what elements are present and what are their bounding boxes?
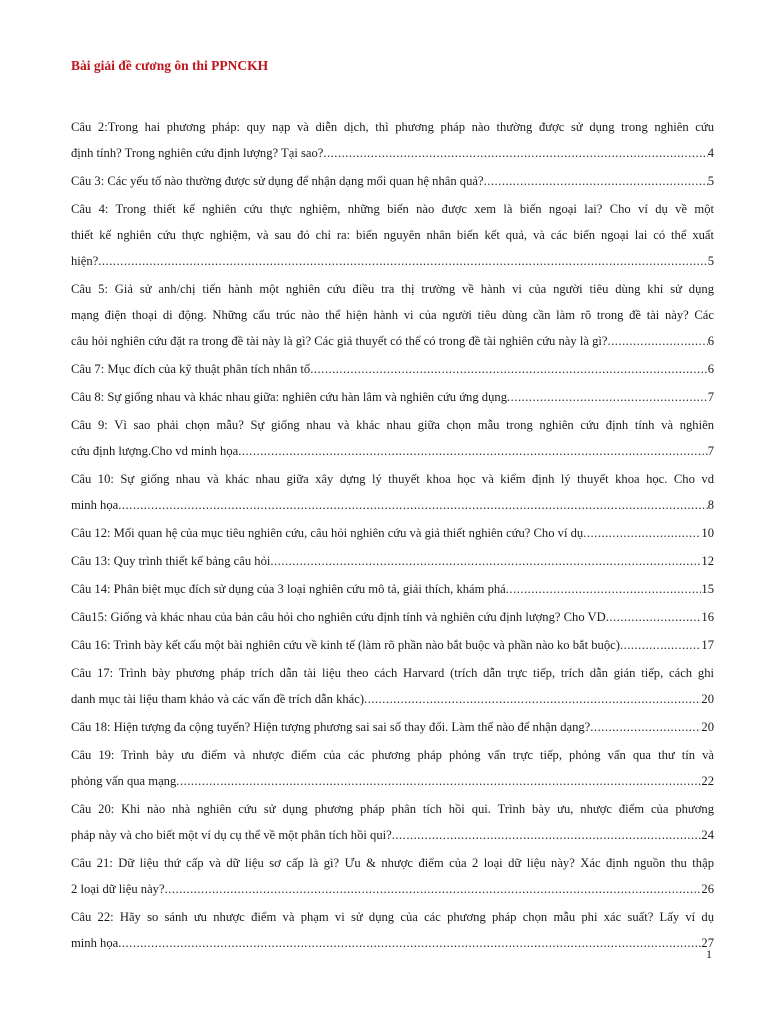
toc-entry-text: câu hỏi nghiên cứu đặt ra trong đề tài này là gì? Các giả thuyết có thể có trong đề tài nghiên cứu này là gì? xyxy=(71,334,608,348)
toc-entry-text: Câu 16: Trình bày kết cấu một bài nghiên cứu về kinh tế (làm rõ phần nào bắt buộc và phần nào ko bắt buộc) xyxy=(71,638,620,652)
dot-leader xyxy=(323,140,707,166)
toc-entry[interactable] xyxy=(71,660,714,712)
toc-entry-text: Câu 3: Các yếu tố nào thường được sử dụng để nhận dạng mối quan hệ nhân quả? xyxy=(71,174,484,188)
toc-page-number: 6 xyxy=(707,362,714,376)
dot-leader xyxy=(590,714,701,740)
toc-entry-line xyxy=(71,686,714,712)
toc-page-number: 10 xyxy=(701,526,714,540)
toc-entry[interactable] xyxy=(71,520,714,546)
toc-page-number: 8 xyxy=(707,498,714,512)
toc-entry-text: 2 loại dữ liệu này? xyxy=(71,882,165,896)
toc-entry[interactable] xyxy=(71,604,714,630)
dot-leader xyxy=(270,548,701,574)
toc-entry-line xyxy=(71,492,714,518)
dot-leader xyxy=(364,686,701,712)
toc-page-number: 26 xyxy=(701,882,714,896)
toc-page-number: 5 xyxy=(707,254,714,268)
toc-entry-text: Câu 8: Sự giống nhau và khác nhau giữa: nghiên cứu hàn lâm và nghiên cứu ứng dụng xyxy=(71,390,507,404)
dot-leader xyxy=(98,248,707,274)
toc-page-number: 16 xyxy=(701,610,714,624)
toc-entry-line xyxy=(71,604,714,630)
toc-entry[interactable] xyxy=(71,276,714,354)
toc-entry-line: Câu 19: Trình bày ưu điểm và nhược điểm của các phương pháp phỏng vấn trực tiếp, phỏng vấn qua thư tín và xyxy=(71,748,714,762)
toc-entry-text: Câu 14: Phân biệt mục đích sử dụng của 3 loại nghiên cứu mô tả, giải thích, khám phá xyxy=(71,582,506,596)
dot-leader xyxy=(620,632,701,658)
dot-leader xyxy=(118,930,701,956)
toc-entry-text: Câu 12: Mối quan hệ của mục tiêu nghiên cứu, câu hỏi nghiên cứu và giả thiết nghiên cứu? Cho ví dụ xyxy=(71,526,584,540)
dot-leader xyxy=(506,576,702,602)
toc-entry-line xyxy=(71,632,714,658)
toc-entry-text: phỏng vấn qua mạng xyxy=(71,774,177,788)
toc-entry-line: Câu 21: Dữ liệu thứ cấp và dữ liệu sơ cấp là gì? Ưu & nhược điểm của 2 loại dữ liệu này? Xác định nguồn thu thập xyxy=(71,856,714,870)
toc-entry-text: pháp này và cho biết một ví dụ cụ thể về một phân tích hồi qui? xyxy=(71,828,392,842)
toc-entry-line xyxy=(71,438,714,464)
dot-leader xyxy=(118,492,707,518)
toc-entry[interactable] xyxy=(71,412,714,464)
toc-entry-line xyxy=(71,930,714,956)
toc-entry[interactable] xyxy=(71,714,714,740)
toc-entry[interactable] xyxy=(71,850,714,902)
toc-page-number: 6 xyxy=(707,334,714,348)
toc-page-number: 5 xyxy=(707,174,714,188)
toc-entry-text: định tính? Trong nghiên cứu định lượng? Tại sao? xyxy=(71,146,324,160)
toc-entry-text: Câu 18: Hiện tượng đa cộng tuyến? Hiện tượng phương sai sai số thay đổi. Làm thế nào để nhận dạng? xyxy=(71,720,591,734)
document-title: Bài giải đề cương ôn thi PPNCKH xyxy=(71,58,269,73)
toc-page-number: 22 xyxy=(701,774,714,788)
toc-entry[interactable] xyxy=(71,796,714,848)
toc-entry[interactable] xyxy=(71,576,714,602)
toc-entry-line xyxy=(71,548,714,574)
toc-entry-text: Câu 13: Quy trình thiết kế bảng câu hỏi xyxy=(71,554,271,568)
toc-entry-line: thiết kế nghiên cứu thực nghiệm, và sau đó chỉ ra: biến nguyên nhân biến kết quả, và các biến ngoại lai có thể xuất xyxy=(71,228,714,242)
toc-page-number: 27 xyxy=(701,936,714,950)
toc-entry-line: Câu 20: Khi nào nhà nghiên cứu sử dụng phương pháp phân tích hồi qui. Trình bày ưu, nhược điểm của phương xyxy=(71,802,714,816)
toc-entry-text: minh họa xyxy=(71,936,119,950)
toc-entry[interactable] xyxy=(71,904,714,956)
toc-entry-text: cứu định lượng.Cho vd minh họa xyxy=(71,444,239,458)
dot-leader xyxy=(583,520,701,546)
table-of-contents xyxy=(71,114,714,958)
toc-entry-line xyxy=(71,168,714,194)
toc-entry-line xyxy=(71,356,714,382)
toc-entry[interactable] xyxy=(71,384,714,410)
toc-page-number: 15 xyxy=(701,582,714,596)
toc-entry[interactable] xyxy=(71,356,714,382)
page-number: 1 xyxy=(706,947,712,961)
toc-entry-line: Câu 9: Vì sao phải chọn mẫu? Sự giống nhau và khác nhau giữa chọn mẫu trong nghiên cứu định tính và nghiên xyxy=(71,418,714,432)
dot-leader xyxy=(176,768,701,794)
toc-page-number: 20 xyxy=(701,692,714,706)
toc-entry-text: hiện? xyxy=(71,254,99,268)
toc-entry-line: Câu 22: Hãy so sánh ưu nhược điểm và phạm vi sử dụng của các phương pháp chọn mẫu phi xác suất? Lấy ví dụ xyxy=(71,910,714,924)
toc-entry-text: minh họa xyxy=(71,498,119,512)
toc-entry-line xyxy=(71,714,714,740)
toc-entry-line xyxy=(71,768,714,794)
toc-entry-text: danh mục tài liệu tham khảo và các vấn đề trích dẫn khác) xyxy=(71,692,365,706)
toc-page-number: 7 xyxy=(707,390,714,404)
toc-entry-line xyxy=(71,248,714,274)
toc-entry-line: mạng điện thoại di động. Những cấu trúc nào thể hiện hành vi của người tiêu dùng cần làm rõ trong đề tài này? Các xyxy=(71,308,714,322)
toc-entry-line xyxy=(71,140,714,166)
toc-page-number: 7 xyxy=(707,444,714,458)
toc-page-number: 20 xyxy=(701,720,714,734)
toc-entry[interactable] xyxy=(71,742,714,794)
toc-page-number: 17 xyxy=(701,638,714,652)
toc-entry-line xyxy=(71,576,714,602)
toc-entry[interactable] xyxy=(71,548,714,574)
toc-entry-text: Câu15: Giống và khác nhau của bản câu hỏi cho nghiên cứu định tính và nghiên cứu định lượng? Cho VD xyxy=(71,610,606,624)
toc-entry-line xyxy=(71,384,714,410)
toc-entry-line: Câu 4: Trong thiết kế nghiên cứu thực nghiệm, những biến nào được xem là biến ngoại lai? Cho ví dụ về một xyxy=(71,202,714,216)
toc-entry[interactable] xyxy=(71,114,714,166)
toc-page-number: 4 xyxy=(707,146,714,160)
toc-entry-line xyxy=(71,822,714,848)
toc-entry-line xyxy=(71,328,714,354)
toc-entry-line: Câu 2:Trong hai phương pháp: quy nạp và diễn dịch, thì phương pháp nào thường được sử dụng trong nghiên cứu xyxy=(71,120,714,134)
toc-entry-line: Câu 5: Giả sử anh/chị tiến hành một nghiên cứu điều tra thị trường về hành vi của người tiêu dùng khi sử dụng xyxy=(71,282,714,296)
toc-entry[interactable] xyxy=(71,196,714,274)
dot-leader xyxy=(310,356,707,382)
dot-leader xyxy=(238,438,707,464)
toc-entry[interactable] xyxy=(71,632,714,658)
toc-entry-text: Câu 7: Mục đích của kỹ thuật phân tích nhân tố xyxy=(71,362,311,376)
toc-page-number: 24 xyxy=(701,828,714,842)
toc-entry-line xyxy=(71,520,714,546)
dot-leader xyxy=(507,384,708,410)
dot-leader xyxy=(392,822,702,848)
toc-entry-line: Câu 17: Trình bày phương pháp trích dẫn tài liệu theo cách Harvard (trích dẫn trực tiếp, trích dẫn gián tiếp, cách ghi xyxy=(71,666,714,680)
toc-entry[interactable] xyxy=(71,466,714,518)
toc-page-number: 12 xyxy=(701,554,714,568)
dot-leader xyxy=(606,604,702,630)
dot-leader xyxy=(165,876,702,902)
toc-entry-line xyxy=(71,876,714,902)
dot-leader xyxy=(484,168,708,194)
dot-leader xyxy=(607,328,707,354)
toc-entry-line: Câu 10: Sự giống nhau và khác nhau giữa xây dựng lý thuyết khoa học và kiểm định lý thuyết khoa học. Cho vd xyxy=(71,472,714,486)
toc-entry[interactable] xyxy=(71,168,714,194)
